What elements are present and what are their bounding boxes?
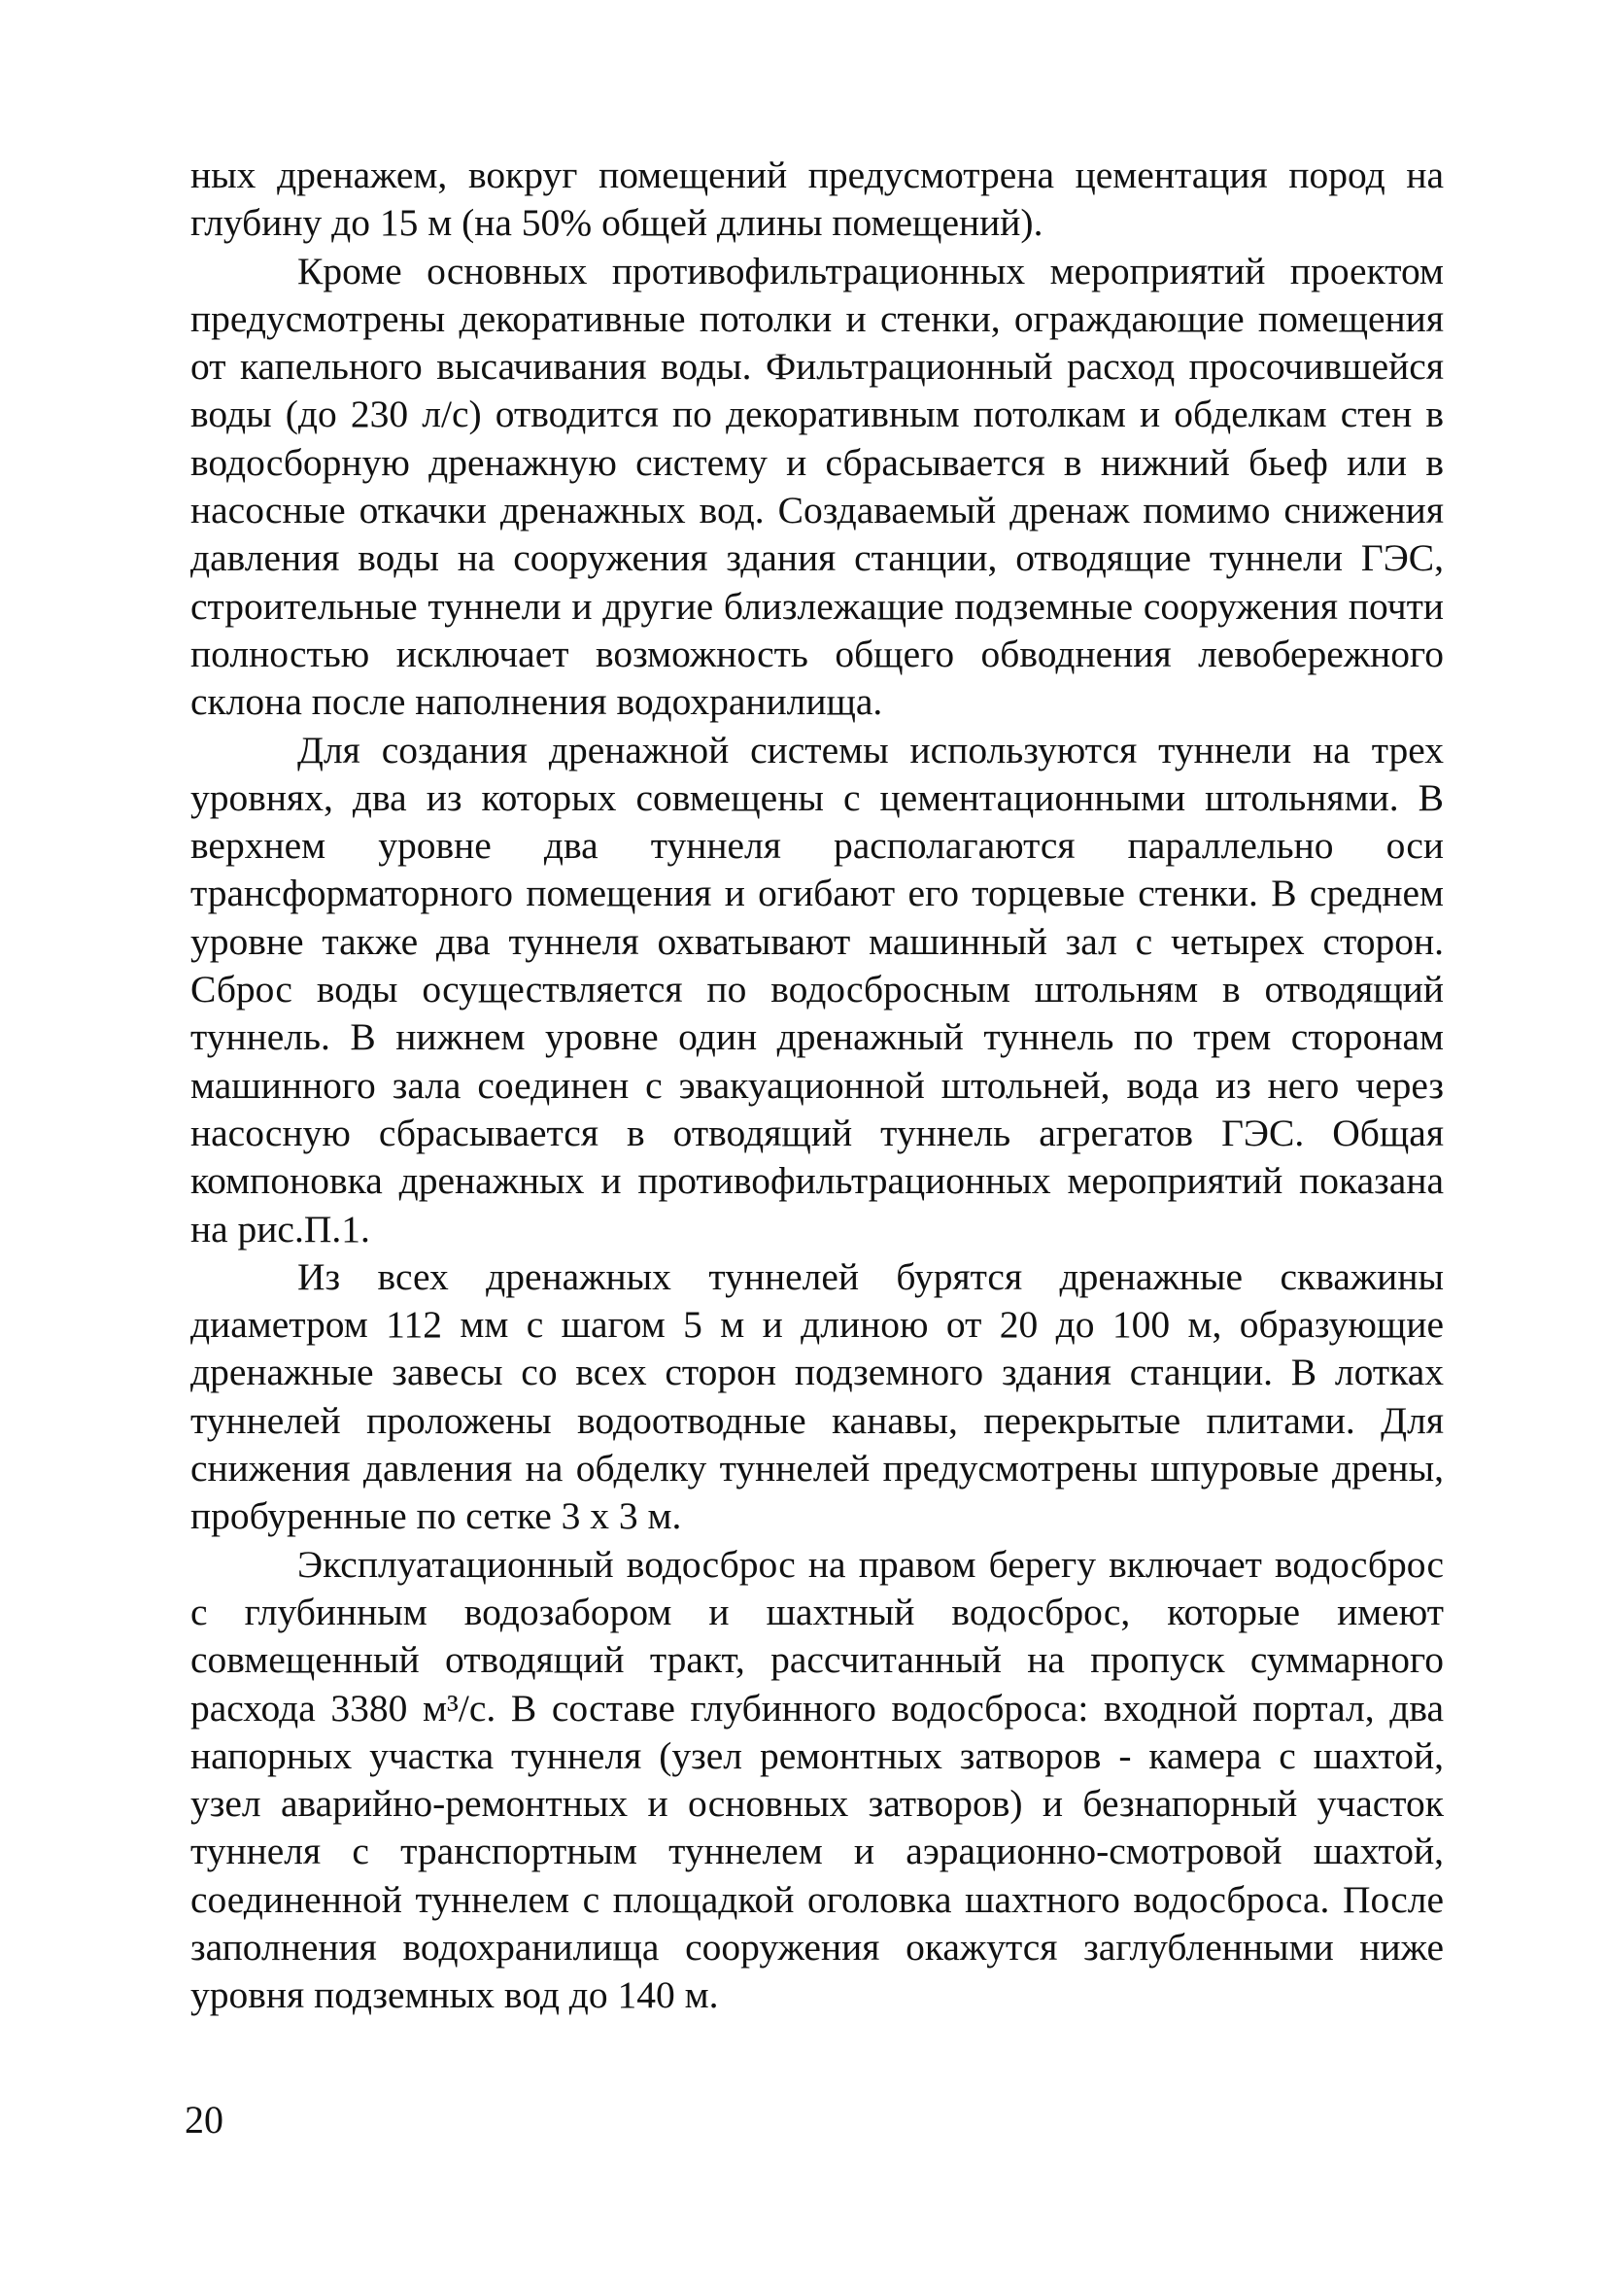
page-number: 20 [185, 2098, 223, 2142]
paragraph-continuation: ных дренажем, вокруг помещений предусмотрена цементация пород на глубину до 15 м (на 50% общей длины помещений). [190, 154, 1444, 245]
paragraph-drainage-system: Для создания дренажной системы используются туннели на трех уровнях, два из которых совмещены с цементационными штольнями. В верхнем уровне два туннеля располагаются параллельно оси трансформаторного помещения и огибают его торцевые стенки. В среднем уровне также два туннеля охватывают машинный зал с четырех сторон. Сброс воды осуществляется по водосбросным штольням в отводящий туннель. В нижнем уровне один дренажный туннель по трем сторонам машинного зала соединен с эвакуационной штольней, вода из него через насосную сбрасывается в отводящий туннель агрегатов ГЭС. Общая компоновка дренажных и противофильтрационных мероприятий показана на рис.П.1. [190, 728, 1444, 1251]
paragraph-drainage-wells: Из всех дренажных туннелей бурятся дренажные скважины диаметром 112 мм с шагом 5 м и длиною от 20 до 100 м, образующие дренажные завесы со всех сторон подземного здания станции. В лотках туннелей проложены водоотводные канавы, перекрытые плитами. Для снижения давления на обделку туннелей предусмотрены шпуровые дрены, пробуренные по сетке 3 х 3 м. [190, 1254, 1444, 1538]
paragraph-spillway: Эксплуатационный водосброс на правом берегу включает водосброс с глубинным водозабором и шахтный водосброс, которые имеют совмещенный отводящий тракт, рассчитанный на пропуск суммарного расхода 3380 м³/с. В составе глубинного водосброса: входной портал, два напорных участка туннеля (узел ремонтных затворов - камера с шахтой, узел аварийно-ремонтных и основных затворов) и безнапорный участок туннеля с транспортным туннелем и аэрационно-смотровой шахтой, соединенной туннелем с площадкой оголовка шахтного водосброса. После заполнения водохранилища сооружения окажутся заглубленными ниже уровня подземных вод до 140 м. [190, 1542, 1444, 2017]
body-text [190, 152, 1444, 2020]
paragraph-waterproofing: Кроме основных противофильтрационных мероприятий проектом предусмотрены декоративные потолки и стенки, ограждающие помещения от капельного высачивания воды. Фильтрационный расход просочившейся воды (до 230 л/с) отводится по декоративным потолкам и обделкам стен в водосборную дренажную систему и сбрасывается в нижний бьеф или в насосные откачки дренажных вод. Создаваемый дренаж помимо снижения давления воды на сооружения здания станции, отводящие туннели ГЭС, строительные туннели и другие близлежащие подземные сооружения почти полностью исключает возможность общего обводнения левобережного склона после наполнения водохранилища. [190, 249, 1444, 724]
